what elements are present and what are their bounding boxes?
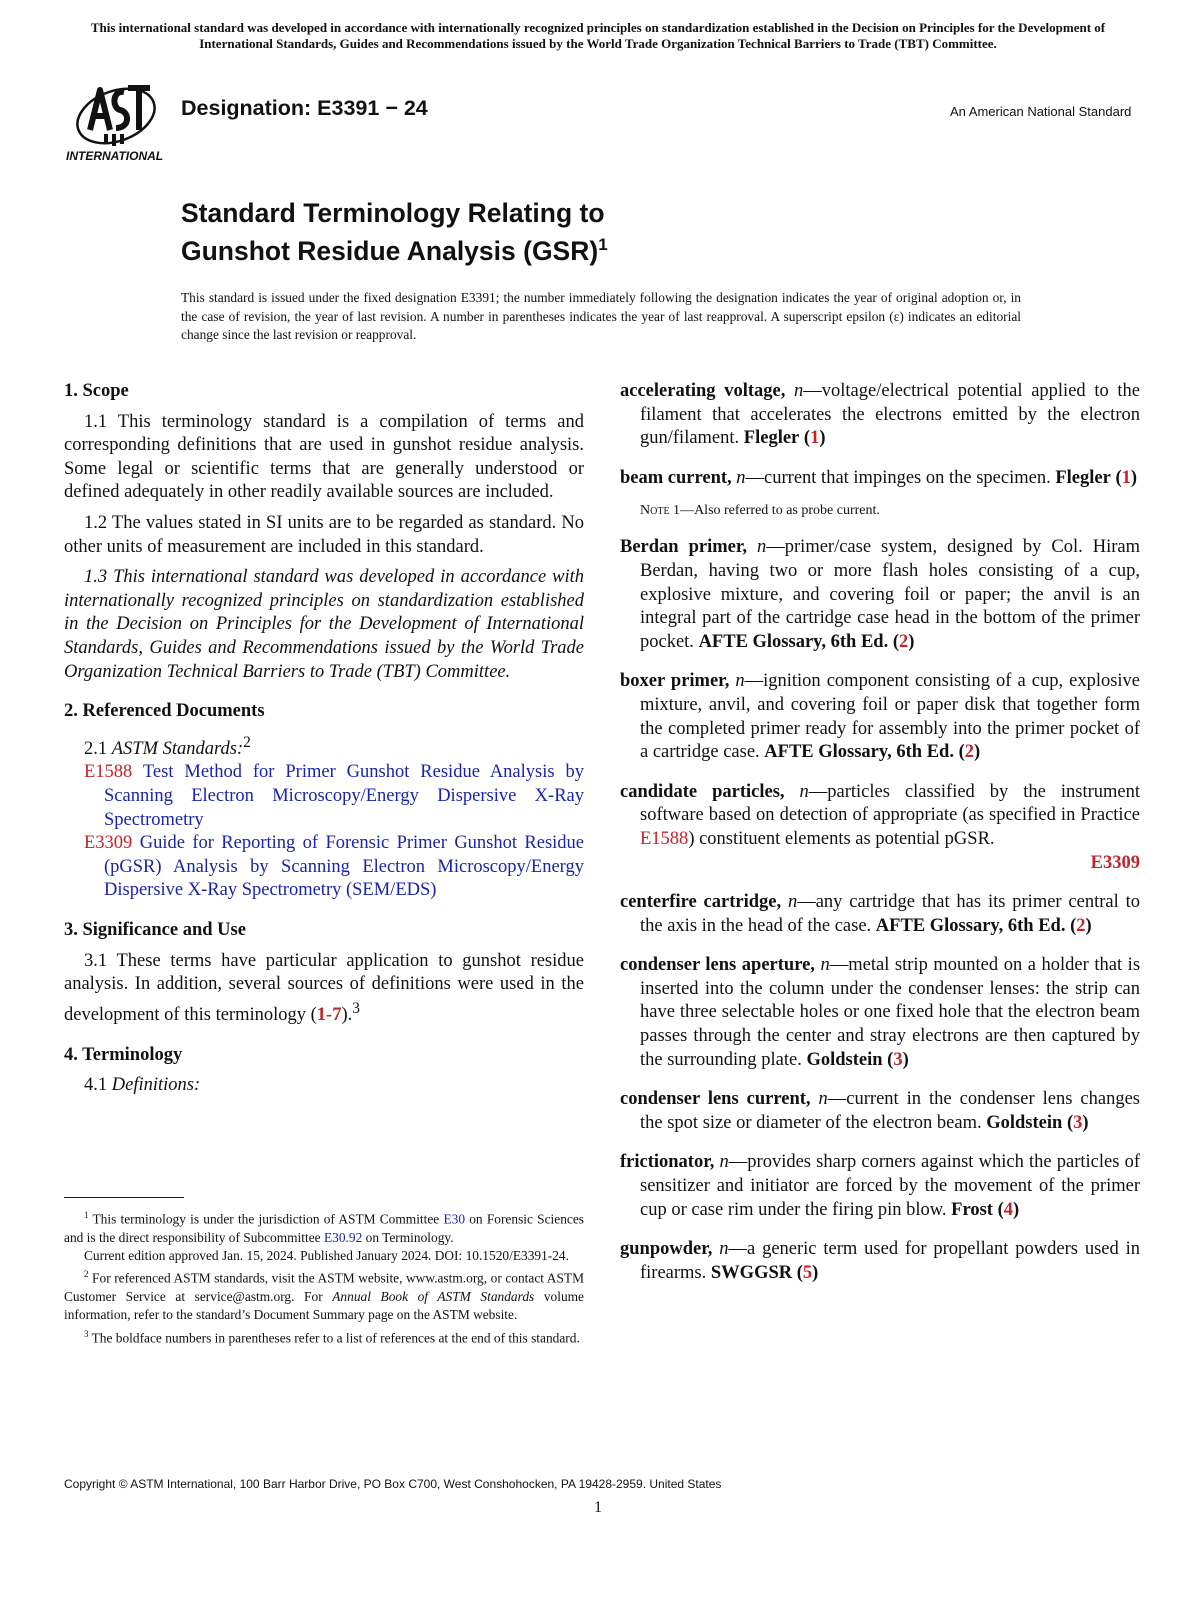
reference-link[interactable]: 4 xyxy=(1003,1199,1014,1220)
footnotes xyxy=(64,1206,584,1347)
right-column xyxy=(620,380,1140,1301)
paragraph-1-1: 1.1 This terminology standard is a compilation of terms and corresponding definitions that are used in gunshot residue analysis. Some legal or scientific terms that are generally understood or defined adequately in other readily available sources are included. xyxy=(64,411,584,503)
paragraph-3-1: 3.1 These terms have particular application to gunshot residue analysis. In addition, several sources of definitions were used in the development of this terminology (1-7).$^3$ xyxy=(64,950,584,1025)
reference-link[interactable]: 2 xyxy=(899,631,909,652)
reference-link-1-7[interactable]: 1-7 xyxy=(316,1004,342,1025)
reference-link[interactable]: 2 xyxy=(964,742,974,763)
note-1: Note 1—Also referred to as probe current. xyxy=(640,503,880,519)
designation: Designation: E3391 − 24 xyxy=(181,96,428,120)
national-standard-label: An American National Standard xyxy=(950,104,1132,119)
footnote-edition: Current edition approved Jan. 15, 2024. Published January 2024. DOI: 10.1520/E3391-24. xyxy=(84,1248,569,1264)
title-line-1: Standard Terminology Relating to xyxy=(181,198,605,228)
term-gunpowder: gunpowder, n—a generic term used for propellant powders used in firearms. SWGGSR (5) xyxy=(620,1239,1140,1283)
astm-logo-icon xyxy=(66,70,170,166)
section-heading-scope: 1. Scope xyxy=(64,381,129,401)
section-heading-significance: 3. Significance and Use xyxy=(64,920,246,941)
copyright: Copyright © ASTM International, 100 Barr Harbor Drive, PO Box C700, West Conshohocken, PA 19428-2959. United States xyxy=(64,1477,722,1491)
footnote-1: $^1$ This terminology is under the jurisdiction of ASTM Committee E30 on Forensic Sciences and is the direct responsibility of Subcommittee E30.92 on Terminology. xyxy=(64,1210,584,1245)
term-condenser-lens-current: condenser lens current, n—current in the condenser lens changes the spot size or diameter of the electron beam. Goldstein (3) xyxy=(620,1089,1140,1133)
term-beam-current: beam current, n—current that impinges on the specimen. Flegler (1) xyxy=(620,467,1138,488)
section-heading-referenced-documents: 2. Referenced Documents xyxy=(64,701,265,722)
term-centerfire-cartridge: centerfire cartridge, n—any cartridge that has its primer central to the axis in the head of the case. AFTE Glossary, 6th Ed. (2) xyxy=(620,892,1140,936)
top-notice: This international standard was developed in accordance with internationally recognized principles on standardization established in the Decision on Principles for the Development of International Standards, Guides and Recommendations issued by the World Trade Organization Technical Barriers to Trade (TBT) Committee. xyxy=(90,20,1106,51)
footnote-divider xyxy=(64,1197,184,1198)
title-footnote-mark: 1 xyxy=(598,235,608,254)
paragraph-1-3: 1.3 This international standard was developed in accordance with internationally recognized principles on standardization established in the Decision on Principles for the Development of International Standards, Guides and Recommendations issued by the World Trade Organization Technical Barriers to Trade (TBT) Committee. xyxy=(64,567,584,682)
term-candidate-particles: candidate particles, n—particles classified by the instrument software based on detection of appropriate (as specified in Practice E1588) constituent elements as potential pGSR. E3309 xyxy=(620,781,1140,875)
term-boxer-primer: boxer primer, n—ignition component consisting of a cup, explosive mixture, anvil, and covering foil or paper disk that together form the completed primer ready for assembly into the primer pocket of a cartridge case. AFTE Glossary, 6th Ed. (2) xyxy=(620,671,1141,763)
astm-standards-label: 2.1 ASTM Standards:$^2$ xyxy=(84,733,251,759)
reference-link[interactable]: 1 xyxy=(810,428,820,449)
issue-note: This standard is issued under the fixed designation E3391; the number immediately following the designation indicates the year of original adoption or, in the case of revision, the year of last revision. A number in parentheses indicates the year of last reapproval. A superscript epsilon (ε) indicates an editorial change since the last revision or reapproval. xyxy=(181,290,1021,342)
left-column xyxy=(64,380,584,1098)
term-accelerating-voltage: accelerating voltage, n—voltage/electrical potential applied to the filament that accelerates the electrons emitted by the electron gun/filament. Flegler (1) xyxy=(620,381,1140,449)
reference-e1588[interactable]: E1588 Test Method for Primer Gunshot Residue Analysis by Scanning Electron Microscopy/Energy Dispersive X-Ray Spectrometry xyxy=(84,762,585,830)
page-number: 1 xyxy=(594,1499,602,1516)
source-e3309-link[interactable]: E3309 xyxy=(1090,852,1140,873)
subcommittee-e30-92-link[interactable]: E30.92 xyxy=(323,1229,363,1245)
reference-link[interactable]: 5 xyxy=(802,1262,813,1283)
term-berdan-primer: Berdan primer, n—primer/case system, designed by Col. Hiram Berdan, having two or more flash holes consisting of a cup, explosive mixture, and covering foil or paper; the anvil is an integral part of the cartridge case head in the bottom of the primer pocket. AFTE Glossary, 6th Ed. (2) xyxy=(620,537,1140,652)
reference-e1588-link[interactable]: E1588 xyxy=(640,828,689,849)
reference-link[interactable]: 2 xyxy=(1076,915,1086,936)
term-condenser-lens-aperture: condenser lens aperture, n—metal strip mounted on a holder that is inserted into the column under the condenser lenses: the strip can have three selectable holes or one fixed hole that the electron beam passes through the center and stray electrons are then captured by the surrounding plate. Goldstein (3) xyxy=(620,955,1141,1070)
term-frictionator: frictionator, n—provides sharp corners against which the particles of sensitizer and initiator are forced by the movement of the primer cup or case rim under the firing pin blow. Frost (4) xyxy=(620,1152,1140,1220)
reference-link[interactable]: 3 xyxy=(893,1049,903,1070)
document-title xyxy=(181,198,608,267)
reference-link[interactable]: 3 xyxy=(1073,1112,1083,1133)
paragraph-1-2: 1.2 The values stated in SI units are to be regarded as standard. No other units of measurement are included in this standard. xyxy=(64,512,584,557)
reference-e3309[interactable]: E3309 Guide for Reporting of Forensic Primer Gunshot Residue (pGSR) Analysis by Scanning Electron Microscopy/Energy Dispersive X-Ray Spectrometry (SEM/EDS) xyxy=(84,833,585,901)
title-line-2: Gunshot Residue Analysis (GSR)$^1$ xyxy=(181,235,608,266)
logo-text: INTERNATIONAL xyxy=(66,149,164,163)
section-heading-terminology: 4. Terminology xyxy=(64,1044,183,1065)
reference-link[interactable]: 1 xyxy=(1121,467,1131,488)
footnote-3: $^3$ The boldface numbers in parentheses refer to a list of references at the end of this standard. xyxy=(84,1328,580,1346)
committee-e30-link[interactable]: E30 xyxy=(443,1211,466,1227)
footnote-2: $^2$ For referenced ASTM standards, visit the ASTM website, www.astm.org, or contact ASTM Customer Service at service@astm.org. For Annual Book of ASTM Standards volume information, refer to the standard’s Document Summary page on the ASTM website. xyxy=(64,1269,584,1323)
definitions-label: 4.1 Definitions: xyxy=(84,1075,201,1096)
